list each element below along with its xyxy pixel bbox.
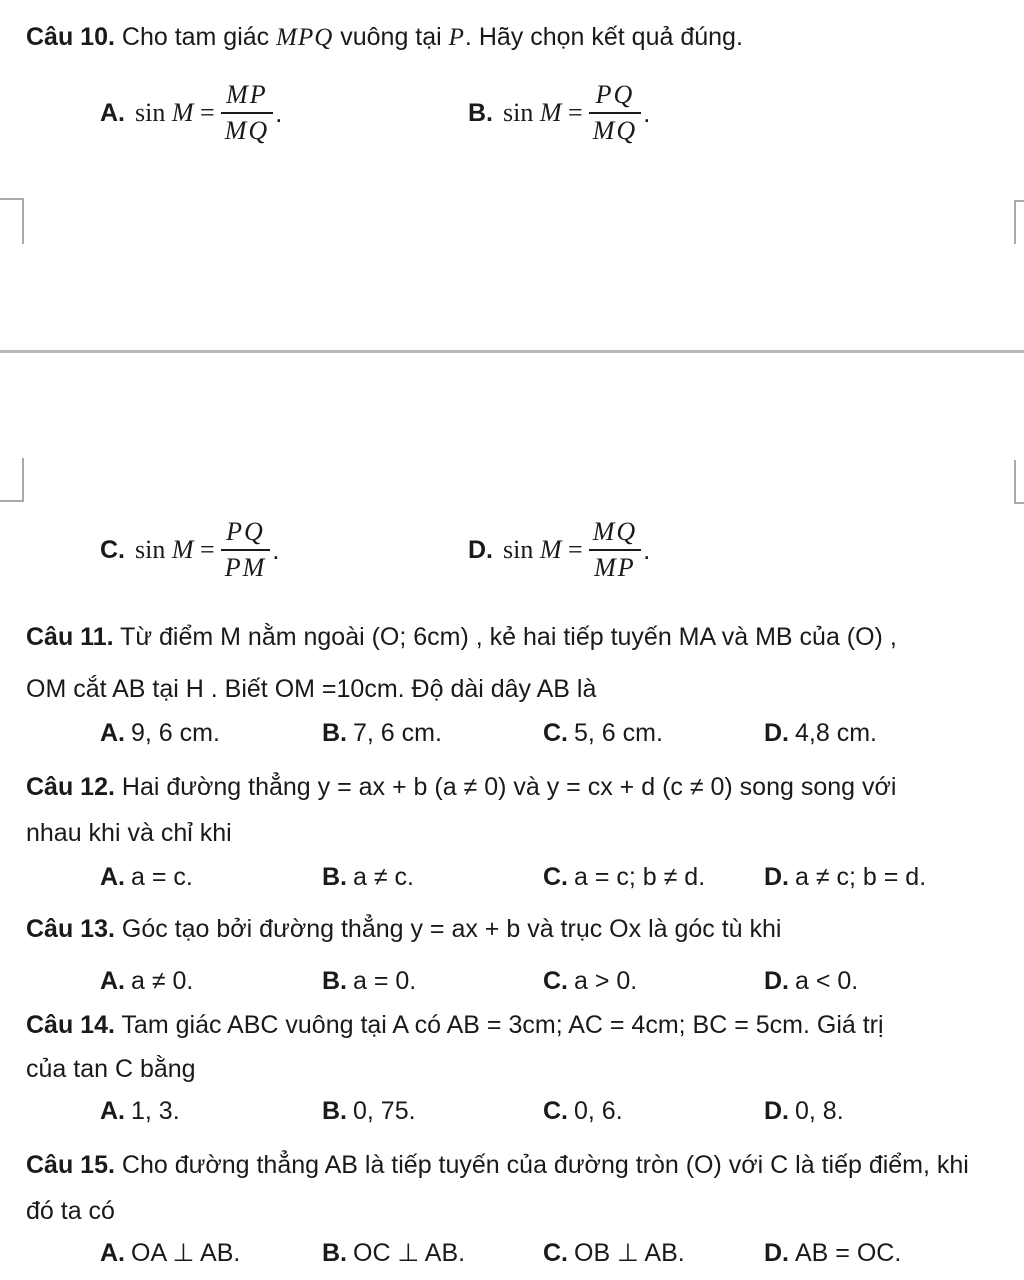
fraction: $\frac{MP}{MQ}$ (221, 78, 273, 148)
fraction: $\frac{PQ}{PM}$ (221, 515, 271, 585)
q13-option-b[interactable]: B. a = 0. (322, 967, 417, 995)
q12-label: Câu 12. (26, 773, 115, 801)
q15-line1: Cho đường thẳng AB là tiếp tuyến của đường tròn (O) với C là tiếp điểm, khi (114, 1151, 969, 1179)
option-label: A. (100, 98, 125, 127)
corner-mark (0, 198, 24, 244)
option-label: C. (100, 535, 125, 564)
q14-option-a[interactable]: A. 1, 3. (100, 1097, 180, 1125)
q15-option-b[interactable]: B. OC ⊥ AB. (322, 1239, 466, 1267)
fraction: $\frac{MQ}{MP}$ (589, 515, 641, 585)
q10-option-c[interactable]: C. sin M = $\frac{PQ}{PM}$ . (100, 515, 279, 585)
q13-label: Câu 13. (26, 915, 115, 943)
option-label: D. (468, 535, 493, 564)
q10-text-mid: vuông tại (333, 23, 449, 51)
q14-label: Câu 14. (26, 1011, 115, 1039)
q14-option-c[interactable]: C. 0, 6. (543, 1097, 623, 1125)
q15-option-c[interactable]: C. OB ⊥ AB. (543, 1239, 685, 1267)
q11-option-b[interactable]: B. 7, 6 cm. (322, 719, 442, 747)
q14-option-d[interactable]: D. 0, 8. (764, 1097, 844, 1125)
q11-option-a[interactable]: A. 9, 6 cm. (100, 719, 220, 747)
q11-stem-line2: OM cắt AB tại H . Biết OM =10cm. Độ dài dây AB là (26, 675, 597, 703)
q10-option-d[interactable]: D. sin M = $\frac{MQ}{MP}$ . (468, 515, 650, 585)
q14-line1: Tam giác ABC vuông tại A có AB = 3cm; AC = 4cm; BC = 5cm. Giá trị (114, 1011, 884, 1039)
corner-mark (0, 458, 24, 502)
q13-option-c[interactable]: C. a > 0. (543, 967, 638, 995)
q10-stem (26, 22, 1018, 53)
q15-stem-line2: đó ta có (26, 1197, 115, 1225)
q15-option-d[interactable]: D. AB = OC. (764, 1239, 902, 1267)
q10-text: Cho tam giác (114, 23, 277, 51)
option-expression: sin M = (135, 98, 215, 127)
fraction: $\frac{PQ}{MQ}$ (589, 78, 641, 148)
q12-option-a[interactable]: A. a = c. (100, 863, 193, 891)
q12-stem (26, 772, 1018, 802)
q11-option-d[interactable]: D. 4,8 cm. (764, 719, 877, 747)
q12-stem-line2: nhau khi và chỉ khi (26, 819, 232, 847)
q12-option-d[interactable]: D. a ≠ c; b = d. (764, 863, 927, 891)
q10-triangle: MPQ (276, 24, 334, 51)
option-expression: sin M = (503, 535, 583, 564)
q10-option-b[interactable]: B. sin M = $\frac{PQ}{MQ}$ . (468, 78, 650, 148)
corner-mark (1014, 200, 1024, 244)
q10-label: Câu 10. (26, 23, 115, 51)
q15-stem (26, 1150, 1018, 1180)
q10-vertex: P (448, 24, 465, 51)
corner-mark (1014, 460, 1024, 504)
option-expression: sin M = (135, 535, 215, 564)
q13-stem (26, 914, 1018, 944)
q12-option-b[interactable]: B. a ≠ c. (322, 863, 414, 891)
q15-label: Câu 15. (26, 1151, 115, 1179)
q11-label: Câu 11. (26, 623, 114, 651)
option-expression: sin M = (503, 98, 583, 127)
q15-option-a[interactable]: A. OA ⊥ AB. (100, 1239, 241, 1267)
q12-line1: Hai đường thẳng y = ax + b (a ≠ 0) và y = cx + d (c ≠ 0) song song với (114, 773, 897, 801)
q13-line1: Góc tạo bởi đường thẳng y = ax + b và trục Ox là góc tù khi (114, 915, 782, 943)
q13-option-a[interactable]: A. a ≠ 0. (100, 967, 194, 995)
q10-text-after: . Hãy chọn kết quả đúng. (464, 23, 743, 51)
q11-stem (26, 622, 1018, 652)
q14-stem-line2: của tan C bằng (26, 1055, 196, 1083)
option-label: B. (468, 98, 493, 127)
page-separator (0, 350, 1024, 353)
q10-option-a[interactable]: A. sin M = $\frac{MP}{MQ}$ . (100, 78, 282, 148)
q11-line1: Từ điểm M nằm ngoài (O; 6cm) , kẻ hai tiếp tuyến MA và MB của (O) , (113, 623, 897, 651)
q14-option-b[interactable]: B. 0, 75. (322, 1097, 416, 1125)
q12-option-c[interactable]: C. a = c; b ≠ d. (543, 863, 706, 891)
q13-option-d[interactable]: D. a < 0. (764, 967, 859, 995)
q14-stem (26, 1010, 1018, 1040)
q11-option-c[interactable]: C. 5, 6 cm. (543, 719, 663, 747)
